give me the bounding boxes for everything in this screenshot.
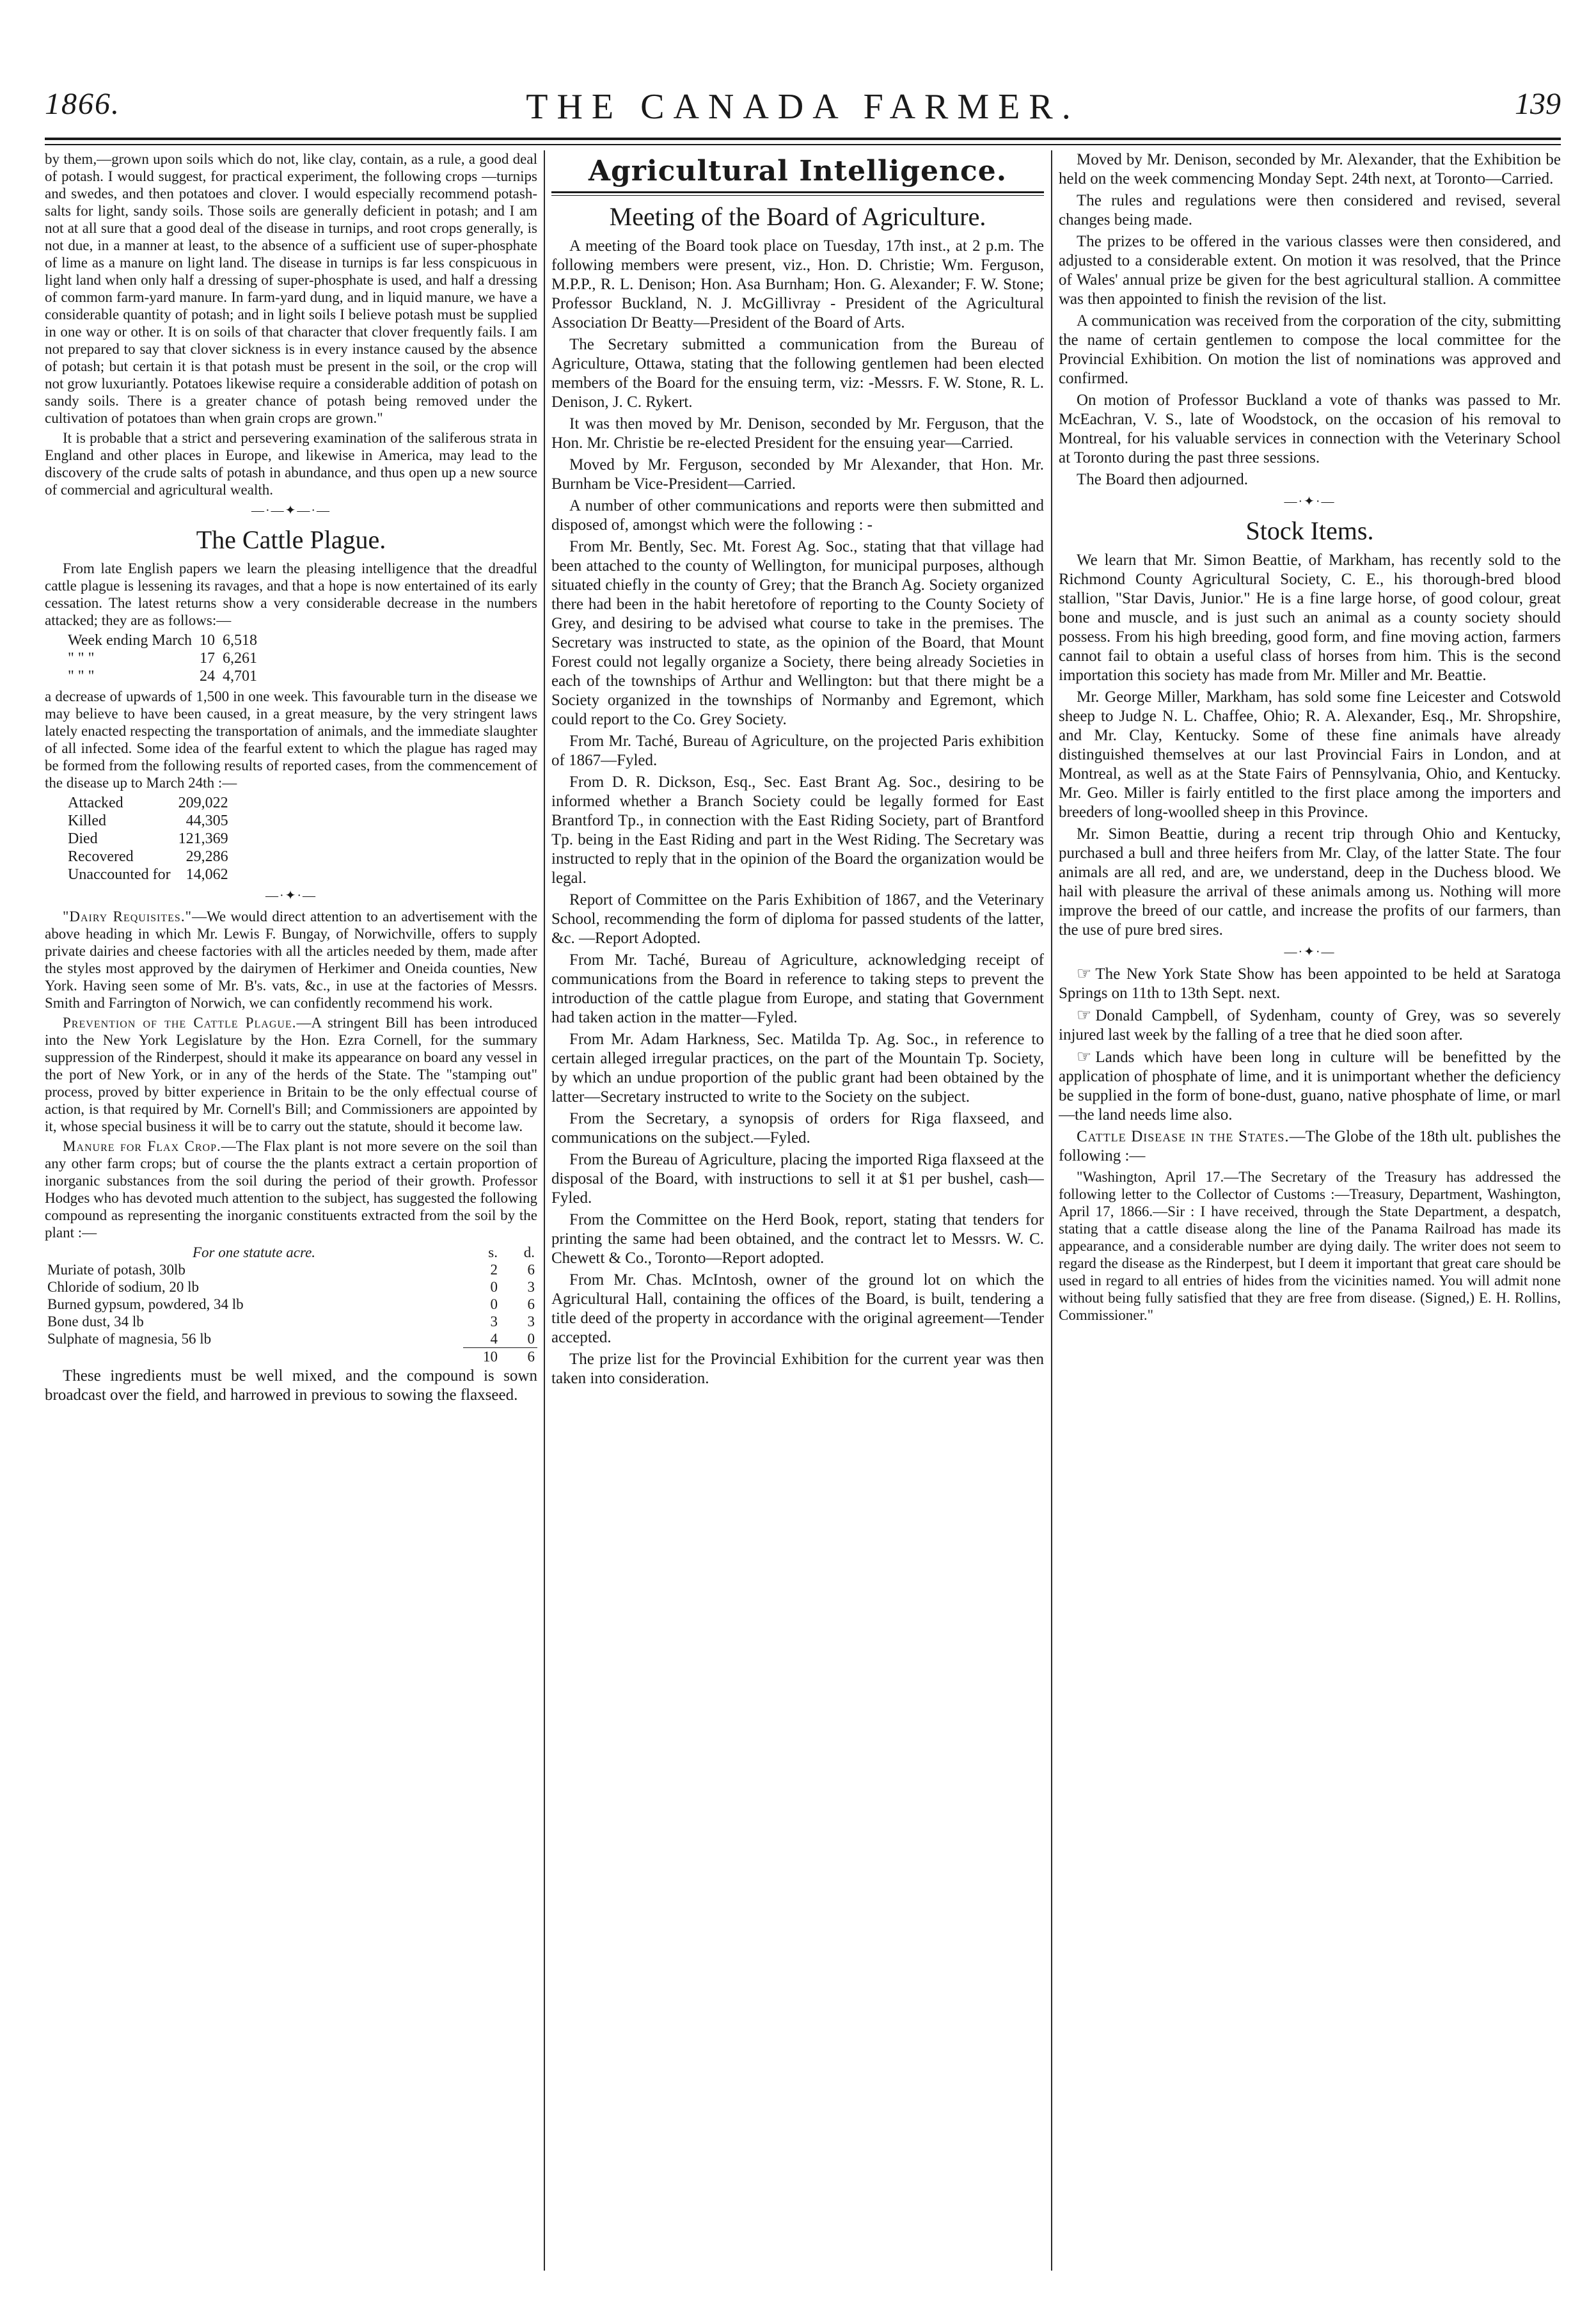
column-header-pence: d.: [523, 1244, 535, 1260]
dairy-text: —We would direct attention to an advertisement with the above heading in which Mr. Lewis F. Bungay, of Norwichville, offers to supply private dairies and cheese factories with all the articles needed by them, made after the styles most approved by the dairymen of Herkimer and Oneida counties, New York. Having seen some of Mr. B's. vats, &c., in use at the factories of Messrs. Smith and Farrington of Norwich, we can confidently recommend his work.: [45, 909, 537, 1011]
article-paragraph: A number of other communications and reports were then submitted and disposed of, amongst which were the following : -: [551, 497, 1044, 534]
table-cell: 6: [527, 1262, 535, 1278]
article-paragraph: We learn that Mr. Simon Beattie, of Markham, has recently sold to the Richmond County Agricultural Society, C. E., his thorough-bred blood stallion, "Star Davis, Junior." He is a fine large horse, of good colour, great bone and muscle, and is just such an animal as a county society should possess. From his high breeding, good form, and fine moving action, farmers cannot fail to obtain a useful class of horses from him. This is the second importation this society has made from Mr. Miller and Mr. Beattie.: [1059, 551, 1561, 684]
prevention-lead: Prevention of the Cattle Plague.: [63, 1015, 297, 1031]
section-rule: [551, 191, 1044, 196]
table-header-row: [45, 1244, 537, 1261]
article-paragraph: by them,—grown upon soils which do not, like clay, contain, as a rule, a good deal of potash. I would suggest, for practical experiment, the following crops —turnips and swedes, and then potatoes and clover. I would especially recommend potash-salts for light, sandy soils. Those soils are generally deficient in potash; and I am not at all sure that a good deal of the disease in turnips, and root crops generally, is not due, in a manner at least, to the absence of a sufficient use of super-phosphate of lime as a manure on light land. The disease in turnips is far less conspicuous in light land when only half a dressing of super-phosphate is used, and half a dressing of common farm-yard manure. In farm-yard dung, and in liquid manure, we have a considerable quantity of potash; and in light soils I believe potash must be supplied in one way or other. It is on soils of that character that clover frequently fails. I am not prepared to say that clover sickness is in every instance caused by the absence of potash; but certain it is that potash must be present in the soil, or the crop will not grow luxuriantly. Potatoes likewise require a considerable addition of potash on sandy soils. There is a greater chance of potash being removed under the cultivation of potatoes than when grain crops are grown.": [45, 151, 537, 426]
disease-quote: "Washington, April 17.—The Secretary of the Treasury has addressed the following letter to the Collector of Customs :—Treasury, Department, Washington, April 17, 1866.—Sir : I have received, through the State Department, a despatch, stating that a cattle disease along the line of the Panama Railroad has made its appearance, and a considerable number are dying daily. The writer does not seem to regard the disease as the Rinderpest, but I deem it important that great care should be used in regard to all entries of hides from the vicinities named. You will admit none without being fully satisfied that they are free from disease. (Signed,) E. H. Rollins, Commissioner.": [1059, 1169, 1561, 1323]
article-paragraph: A communication was received from the corporation of the city, submitting the name of certain gentlemen to compose the local committee for the Provincial Exhibition. On motion the list of nominations was approved and confirmed.: [1059, 312, 1561, 387]
table-cell: 6: [527, 1296, 535, 1312]
table-cell: " " ": [68, 668, 95, 685]
article-paragraph: It is probable that a strict and persevering examination of the saliferous strata in England and other places in Europe, and likewise in America, may lead to the discovery of the crude salts of potash in abundance, and thus open up a new source of commercial and agricultural wealth.: [45, 430, 537, 498]
table-row: [45, 1296, 537, 1313]
note-paragraph: [1059, 1006, 1561, 1045]
column-divider: [1051, 150, 1052, 2271]
ornament-divider: —·✦·—: [1284, 945, 1336, 959]
article-paragraph: From Mr. Chas. McIntosh, owner of the ground lot on which the Agricultural Hall, containing the offices of the Board, is built, tendering a title deed of the property in accordance with the original agreement—Tender accepted.: [551, 1271, 1044, 1346]
table-cell: Burned gypsum, powdered, 34 lb: [47, 1296, 244, 1312]
disease-paragraph: [1059, 1127, 1561, 1166]
prevention-text: —A stringent Bill has been introduced into the New York Legislature by the Hon. Ezra Cornell, for the summary suppression of the Rinderpest, should it make its appearance on board any vessel in the port of New York, or in any of the herds of the State. The "stamping out" process, proved by bitter experience in Britain to be the only effectual course of action, is that required by Mr. Cornell's Bill; and Commissioners are appointed by it, whose special business it will be to carry out the statute, should it become law.: [45, 1015, 537, 1134]
flax-closing-paragraph: These ingredients must be well mixed, and the compound is sown broadcast over the field, and harrowed in previous to sowing the flaxseed.: [45, 1367, 537, 1404]
table-cell: 0: [527, 1331, 535, 1347]
table-cell: 6,261: [223, 650, 257, 667]
article-paragraph: Report of Committee on the Paris Exhibition of 1867, and the Veterinary School, recommending the form of diploma for passed students of the latter, &c. —Report Adopted.: [551, 891, 1044, 947]
flax-text: —The Flax plant is not more severe on the soil than any other farm crops; but of course the the plants extract a certain proportion of inorganic substances from the soil during the period of their growth. Professor Hodges who has devoted much attention to the subject, has suggested the following compound as representing the inorganic constituents extracted from the soil by the plant :—: [45, 1138, 537, 1241]
article-paragraph: a decrease of upwards of 1,500 in one week. This favourable turn in the disease we may believe to have been caused, in a great measure, by the very stringent laws lately enacted respecting the transportation of animals, and the immediate slaughter of all infected. Some idea of the fearful extent to which the plague has raged may be formed from the following results of reported cases, from the commencement of the disease up to March 24th :—: [45, 688, 537, 791]
table-cell: 0: [490, 1279, 498, 1295]
table-cell: 17: [200, 650, 215, 667]
table-cell: 14,062: [186, 866, 228, 883]
table-row: [64, 830, 232, 848]
article-paragraph: The rules and regulations were then considered and revised, several changes being made.: [1059, 192, 1561, 228]
table-cell: 3: [490, 1313, 498, 1329]
table-cell: Died: [68, 830, 98, 847]
article-paragraph: From the Bureau of Agriculture, placing the imported Riga flaxseed at the disposal of the Board, with instructions to sell it at $1 per bushel, cash—Fyled.: [551, 1151, 1044, 1207]
weekly-cases-table: [64, 631, 261, 685]
pointing-hand-icon: ☞: [1077, 1047, 1092, 1066]
ornament-divider: —·✦·—: [265, 889, 317, 903]
article-paragraph: Moved by Mr. Ferguson, seconded by Mr Alexander, that Hon. Mr. Burnham be Vice-President—Carried.: [551, 456, 1044, 493]
table-cell: " " ": [68, 650, 95, 667]
pointing-hand-icon: ☞: [1077, 964, 1092, 983]
article-paragraph: From Mr. Bently, Sec. Mt. Forest Ag. Soc., stating that that village had been attached to the county of Wellington, for municipal purposes, although situated chiefly in the county of Grey; that the Branch Ag. Society organized there had been in the habit heretofore of reporting to the County Society of Grey, and desiring to be advised what course to take in the premises. The Secretary was instructed to state, as the opinion of the Board, that Mount Forest could not legally organize a Society, there being already Societies in each of the townships of Arthur and Wellington: but that there might be a Society organized in the townships of Normanby and Egremont, which could report to the Co. Grey Society.: [551, 538, 1044, 728]
article-paragraph: The prize list for the Provincial Exhibition for the current year was then taken into consideration.: [551, 1351, 1044, 1387]
table-row: [64, 667, 261, 685]
section-title: Agricultural Intelligence.: [588, 155, 1007, 187]
disease-lead: Cattle Disease in the States.: [1077, 1128, 1290, 1145]
article-paragraph: Mr. Simon Beattie, during a recent trip through Ohio and Kentucky, purchased a bull and three heifers from Mr. Clay, of the latter State. The four animals are all red, and are, we understand, deep in the Duchess blood. We hail with pleasure the arrival of these animals among us. Nothing will more improve the breed of our cattle, and increase the profits of our farmers, than the use of pure bred sires.: [1059, 825, 1561, 939]
stock-items-heading: Stock Items.: [1245, 516, 1374, 545]
article-paragraph: It was then moved by Mr. Denison, seconded by Mr. Ferguson, that the Hon. Mr. Christie be re-elected President for the ensuing year—Carried.: [551, 415, 1044, 452]
table-cell: Attacked: [68, 795, 123, 811]
table-cell: Week ending March: [68, 632, 192, 649]
table-cell: 44,305: [186, 813, 228, 829]
article-paragraph: From D. R. Dickson, Esq., Sec. East Brant Ag. Soc., desiring to be informed whether a Branch Society could be legally formed for East Brantford Tp., in connection with the East Riding Society, part of Brantford Tp. being in the East Riding and part in the West Riding. The Secretary was instructed to reply that in the opinion of the Board the organization would be legal.: [551, 774, 1044, 887]
table-row: [64, 866, 232, 884]
totals-table: [64, 794, 232, 884]
pointing-hand-icon: ☞: [1077, 1006, 1092, 1024]
masthead: [45, 86, 1561, 138]
table-row: [64, 848, 232, 866]
ornament-divider: —·—✦—·—: [251, 504, 331, 518]
table-heading: For one statute acre.: [192, 1244, 316, 1260]
table-row: [64, 794, 232, 812]
table-row: [45, 1330, 537, 1348]
note-paragraph: [1059, 964, 1561, 1003]
dairy-paragraph: [45, 908, 537, 1012]
table-cell: 4,701: [223, 668, 257, 685]
table-cell: 24: [200, 668, 215, 685]
table-cell: Chloride of sodium, 20 lb: [47, 1279, 200, 1295]
prevention-paragraph: [45, 1014, 537, 1135]
table-total-row: [45, 1348, 537, 1366]
header-title: THE CANADA FARMER.: [526, 87, 1080, 127]
table-cell: 4: [490, 1331, 498, 1347]
article-paragraph: The prizes to be offered in the various classes were then considered, and adjusted to a considerable extent. On motion it was resolved, that the Prince of Wales' annual prize be given for the best agricultural stallion. A committee was then appointed to finish the revision of the list.: [1059, 233, 1561, 308]
table-row: [45, 1261, 537, 1278]
article-paragraph: Moved by Mr. Denison, seconded by Mr. Alexander, that the Exhibition be held on the week commencing Monday Sept. 24th next, at Toronto—Carried.: [1059, 151, 1561, 187]
article-paragraph: From the Secretary, a synopsis of orders for Riga flaxseed, and communications on the subject.—Fyled.: [551, 1110, 1044, 1147]
table-cell: Killed: [68, 813, 106, 829]
article-paragraph: Mr. George Miller, Markham, has sold some fine Leicester and Cotswold sheep to Judge N. L. Chaffee, Ohio; R. A. Alexander, Esq., Mr. Shropshire, and Mr. Clay, Kentucky. Some of these fine animals have already distinguished themselves at our last Provincial Fairs in London, and at Montreal, as well as at the State Fairs of Pennsylvania, Ohio, and Kentucky. Mr. Geo. Miller is fairly entitled to the first place among the importers and breeders of long-woolled sheep in this Province.: [1059, 688, 1561, 821]
flax-lead: Manure for Flax Crop.: [63, 1138, 221, 1154]
total-shillings: 10: [463, 1348, 500, 1366]
table-cell: 0: [490, 1296, 498, 1312]
flax-compound-table: [45, 1244, 537, 1365]
flax-paragraph: [45, 1138, 537, 1241]
table-row: [64, 631, 261, 649]
table-cell: 3: [527, 1279, 535, 1295]
table-cell: 29,286: [186, 848, 228, 865]
board-meeting-heading: Meeting of the Board of Agriculture.: [609, 202, 986, 231]
table-row: [64, 649, 261, 667]
article-paragraph: From Mr. Adam Harkness, Sec. Matilda Tp. Ag. Soc., in reference to certain alleged irregular practices, on the part of the Mountain Tp. Society, by which an undue proportion of the public grant had been obtained by the latter—Secretary instructed to write to the Society on the subject.: [551, 1031, 1044, 1106]
dairy-lead: "Dairy Requisites.": [63, 909, 192, 924]
article-paragraph: From Mr. Taché, Bureau of Agriculture, on the projected Paris exhibition of 1867—Fyled.: [551, 733, 1044, 769]
table-row: [64, 812, 232, 830]
header-rule-thin: [45, 144, 1561, 145]
column-middle: [551, 150, 1044, 2271]
article-paragraph: From Mr. Taché, Bureau of Agriculture, acknowledging receipt of communications from the Board in reference to taking steps to prevent the introduction of the cattle plague from Europe, and stating that Government had taken action in the matter—Fyled.: [551, 951, 1044, 1026]
column-divider: [544, 150, 545, 2271]
article-paragraph: From the Committee on the Herd Book, report, stating that tenders for printing the same had been obtained, and the contract let to Messrs. W. C. Chewett & Co., Toronto—Report adopted.: [551, 1211, 1044, 1267]
note-paragraph: [1059, 1047, 1561, 1125]
table-cell: Recovered: [68, 848, 134, 865]
header-page-number: 139: [1515, 87, 1561, 121]
ornament-divider: —·✦·—: [1284, 495, 1336, 509]
table-cell: 121,369: [178, 830, 228, 847]
header-year: 1866.: [45, 87, 120, 121]
column-right: [1059, 150, 1561, 2271]
table-cell: 2: [490, 1262, 498, 1278]
table-cell: 3: [527, 1313, 535, 1329]
table-cell: 10: [200, 632, 215, 649]
table-cell: Sulphate of magnesia, 56 lb: [47, 1331, 212, 1347]
article-paragraph: The Board then adjourned.: [1077, 471, 1248, 488]
article-paragraph: The Secretary submitted a communication from the Bureau of Agriculture, Ottawa, stating that the following gentlemen had been elected members of the Board for the ensuing term, viz: -Messrs. F. W. Stone, R. L. Denison, J. C. Rykert.: [551, 336, 1044, 411]
total-pence: 6: [500, 1348, 537, 1366]
table-cell: 6,518: [223, 632, 257, 649]
table-cell: Bone dust, 34 lb: [47, 1313, 144, 1329]
table-cell: [45, 1348, 463, 1366]
note-text: Lands which have been long in culture will be benefitted by the application of phosphate of lime, and it is unimportant whether the deficiency be supplied in the form of bone-dust, guano, native phosphate of lime, or marl—the land needs lime also.: [1059, 1049, 1561, 1123]
article-paragraph: On motion of Professor Buckland a vote of thanks was passed to Mr. McEachran, V. S., late of Woodstock, on the occasion of his removal to Montreal, for his valuable services in connection with the Veterinary School at Toronto during the past three sessions.: [1059, 392, 1561, 466]
cattle-plague-heading: The Cattle Plague.: [196, 525, 386, 554]
article-paragraph: From late English papers we learn the pleasing intelligence that the dreadful cattle plague is lessening its ravages, and that a hope is now entertained of its early cessation. The latest returns show a very considerable decrease in the numbers attacked; they are as follows:—: [45, 560, 537, 628]
table-row: [45, 1278, 537, 1296]
article-paragraph: A meeting of the Board took place on Tuesday, 17th inst., at 2 p.m. The following members were present, viz., Hon. D. Christie; Wm. Ferguson, M.P.P., R. L. Denison; Hon. Asa Burnham; Hon. G. Alexander; F. W. Stone; Professor Buckland, N. J. McGillivray - President of the Agricultural Association Dr Beatty—President of the Board of Arts.: [551, 237, 1044, 331]
disease-text: —The Globe of the 18th ult. publishes the following :—: [1059, 1128, 1561, 1164]
table-cell: 209,022: [178, 795, 228, 811]
table-cell: Unaccounted for: [68, 866, 171, 883]
note-text: Donald Campbell, of Sydenham, county of Grey, was so severely injured last week by the falling of a tree that he died soon after.: [1059, 1007, 1561, 1043]
column-header-shillings: s.: [488, 1244, 498, 1260]
table-cell: Muriate of potash, 30lb: [47, 1262, 186, 1278]
note-text: The New York State Show has been appointed to be held at Saratoga Springs on 11th to 13th Sept. next.: [1059, 965, 1561, 1002]
column-left: [45, 150, 537, 2271]
table-row: [45, 1313, 537, 1330]
header-rule-thick: [45, 138, 1561, 140]
